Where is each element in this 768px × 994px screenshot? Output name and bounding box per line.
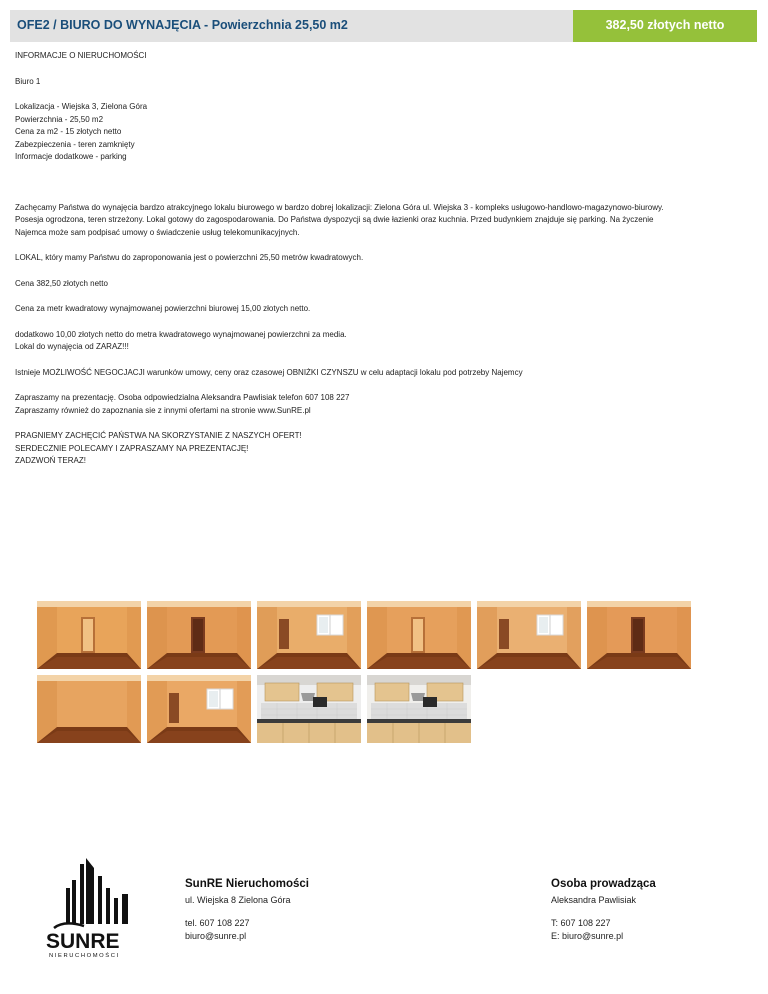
closing-line: ZADZWOŃ TERAZ!	[15, 456, 86, 465]
company-info	[185, 878, 309, 943]
price-text: Cena 382,50 złotych netto	[15, 278, 108, 288]
contact-person-info	[551, 878, 656, 943]
contact-person-name: Aleksandra Pawlisiak	[551, 895, 637, 905]
section-heading: INFORMACJE O NIERUCHOMOŚCI	[15, 51, 147, 60]
detail-area: Powierzchnia - 25,50 m2	[15, 114, 104, 124]
listing-title: OFE2 / BIURO DO WYNAJĘCIA - Powierzchnia 25,50 m2	[17, 18, 348, 32]
company-phone: tel. 607 108 227	[185, 918, 250, 928]
contact-phone: T: 607 108 227	[551, 918, 611, 928]
detail-location: Lokalizacja - Wiejska 3, Zielona Góra	[15, 102, 148, 111]
gallery-photo[interactable]	[367, 601, 471, 669]
sunre-logo	[44, 858, 146, 958]
company-address: ul. Wiejska 8 Zielona Góra	[185, 895, 291, 905]
company-name: SunRE Nieruchomości	[185, 878, 309, 890]
gallery-photo[interactable]	[147, 675, 251, 743]
detail-security: Zabezpieczenia - teren zamknięty	[15, 139, 135, 149]
price-bar	[573, 10, 757, 42]
description-line: Najemca może sam podpisać umowy o świadczenie usług telekomunikacyjnych.	[15, 227, 300, 237]
gallery-photo[interactable]	[257, 601, 361, 669]
gallery-photo[interactable]	[37, 601, 141, 669]
gallery-photo[interactable]	[587, 601, 691, 669]
listing-content	[15, 50, 755, 468]
description-line: Zachęcamy Państwa do wynajęcia bardzo atrakcyjnego lokalu biurowego w bardzo dobrej lokalizacji: Zielona Góra ul. Wiejska 3 - kompleks usługowo-handlowo-magazynowo-biurowy.	[15, 202, 664, 212]
contact-heading: Osoba prowadząca	[551, 878, 656, 890]
closing-line: PRAGNIEMY ZACHĘCIĆ PAŃSTWA NA SKORZYSTANIE Z NASZYCH OFERT!	[15, 431, 302, 440]
listing-header	[10, 10, 757, 42]
detail-price-m2: Cena za m2 - 15 złotych netto	[15, 127, 122, 136]
gallery-photo[interactable]	[37, 675, 141, 743]
gallery-photo[interactable]	[367, 675, 471, 743]
detail-extra: Informacje dodatkowe - parking	[15, 152, 127, 161]
listing-price: 382,50 złotych netto	[605, 18, 725, 32]
unit-name: Biuro 1	[15, 76, 41, 86]
presentation-text: Zapraszamy na prezentację. Osoba odpowiedzialna Aleksandra Pawlisiak telefon 607 108 227	[15, 393, 350, 402]
media-text: dodatkowo 10,00 złotych netto do metra kwadratowego wynajmowanej powierzchni za media.	[15, 329, 347, 339]
gallery-photo[interactable]	[147, 601, 251, 669]
availability-text: Lokal do wynajęcia od ZARAZ!!!	[15, 342, 129, 351]
footer	[0, 850, 768, 994]
contact-email[interactable]: E: biuro@sunre.pl	[551, 931, 624, 941]
area-text: LOKAL, który mamy Państwu do zaproponowania jest o powierzchni 25,50 metrów kwadratowych.	[15, 253, 364, 262]
title-bar	[10, 10, 573, 42]
description-line: Posesja ogrodzona, teren strzeżony. Lokal gotowy do zagospodarowania. Do Państwa dyspozycji są dwie łazienki oraz kuchnia. Przed budynkiem znajduje się parking. Na życzenie	[15, 215, 654, 224]
svg-text:SUNRE: SUNRE	[46, 930, 120, 953]
gallery-photo[interactable]	[257, 675, 361, 743]
closing-line: SERDECZNIE POLECAMY I ZAPRASZAMY NA PREZENTACJĘ!	[15, 443, 249, 453]
gallery-photo[interactable]	[477, 601, 581, 669]
price-per-m2-text: Cena za metr kwadratowy wynajmowanej powierzchni biurowej 15,00 złotych netto.	[15, 304, 311, 313]
svg-text:NIERUCHOMOŚCI: NIERUCHOMOŚCI	[49, 953, 120, 958]
website-text: Zapraszamy również do zapoznania sie z innymi ofertami na stronie www.SunRE.pl	[15, 405, 311, 415]
negotiation-text: Istnieje MOŻLIWOŚĆ NEGOCJACJI warunków umowy, ceny oraz czasowej OBNIŻKI CZYNSZU w celu adaptacji lokalu pod potrzeby Najemcy	[15, 367, 523, 377]
company-email[interactable]: biuro@sunre.pl	[185, 931, 247, 941]
